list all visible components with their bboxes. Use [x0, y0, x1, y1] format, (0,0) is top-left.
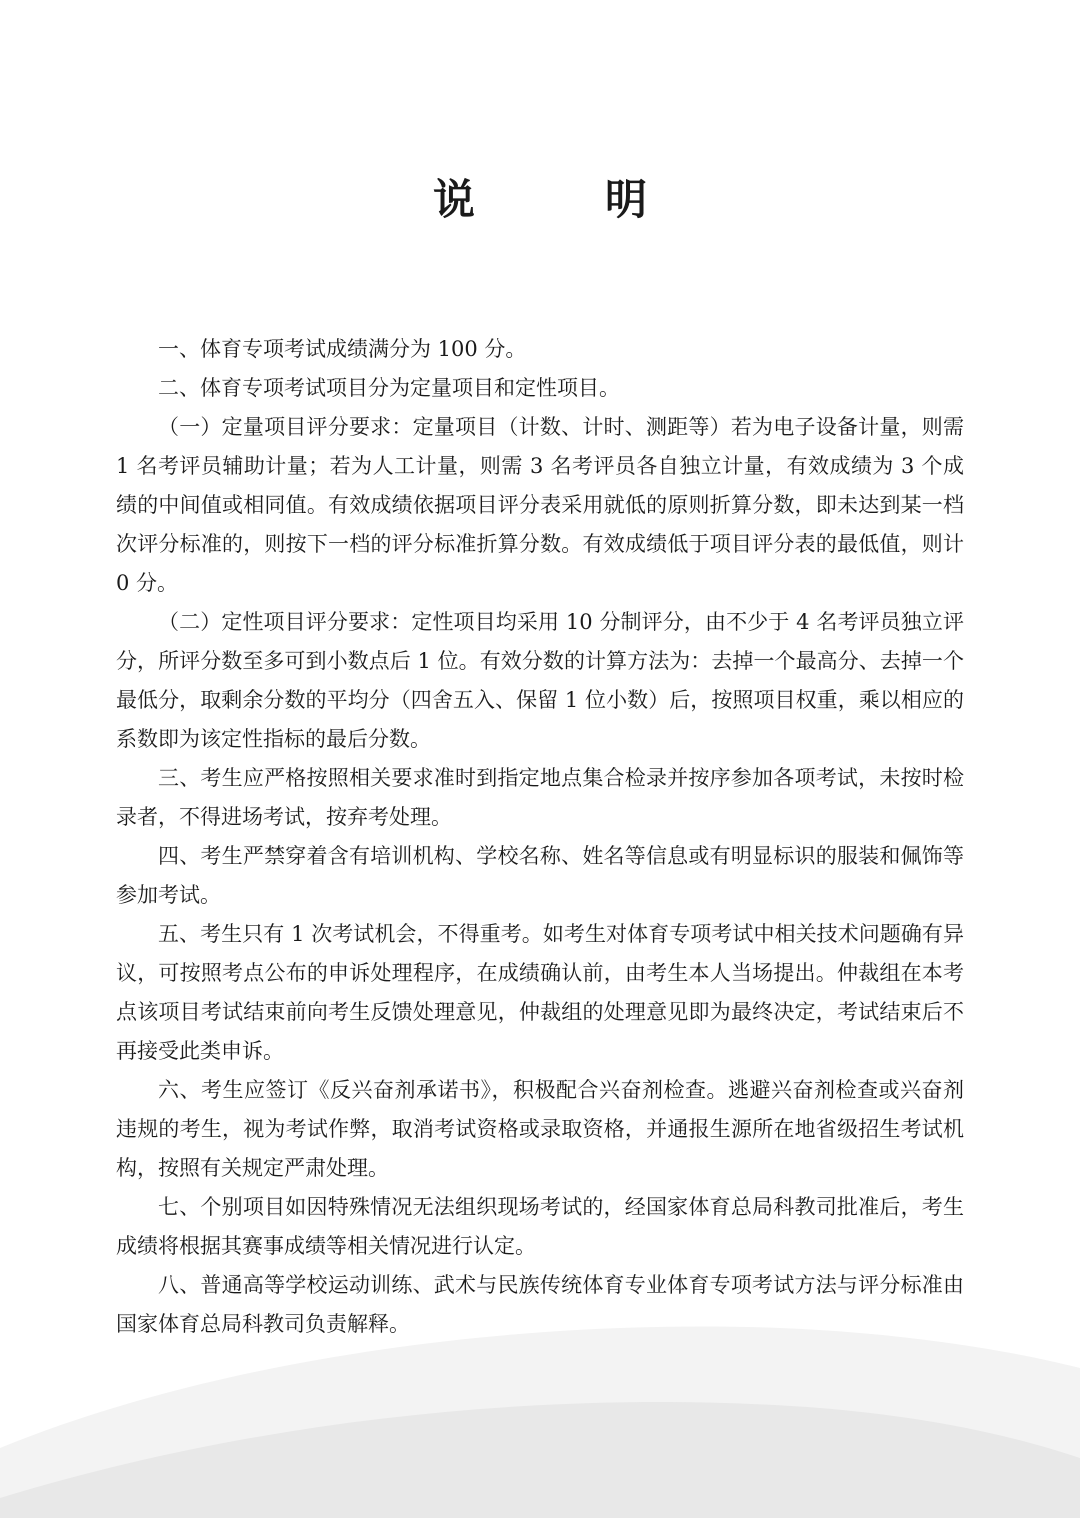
paragraph-8: 六、考生应签订《反兴奋剂承诺书》，积极配合兴奋剂检查。逃避兴奋剂检查或兴奋剂违规的考生，视为考试作弊，取消考试资格或录取资格，并通报生源所在地省级招生考试机构，按照有关规定严肃处理。	[116, 1078, 964, 1180]
paragraph-6: 四、考生严禁穿着含有培训机构、学校名称、姓名等信息或有明显标识的服装和佩饰等参加考试。	[116, 844, 964, 907]
paragraph-5: 三、考生应严格按照相关要求准时到指定地点集合检录并按序参加各项考试，未按时检录者，不得进场考试，按弃考处理。	[116, 766, 964, 829]
decorative-bottom-wave	[0, 1298, 1080, 1518]
paragraph-3: （一）定量项目评分要求：定量项目（计数、计时、测距等）若为电子设备计量，则需 1 名考评员辅助计量；若为人工计量，则需 3 名考评员各自独立计量，有效成绩为 3 个成绩的中间值或相同值。有效成绩依据项目评分表采用就低的原则折算分数，即未达到某一档次评分标准的，则按下一档的评分标准折算分数。有效成绩低于项目评分表的最低值，则计 0 分。	[116, 415, 964, 595]
paragraph-1: 一、体育专项考试成绩满分为 100 分。	[158, 337, 527, 361]
paragraph-7: 五、考生只有 1 次考试机会，不得重考。如考生对体育专项考试中相关技术问题确有异议，可按照考点公布的申诉处理程序，在成绩确认前，由考生本人当场提出。仲裁组在本考点该项目考试结束前向考生反馈处理意见，仲裁组的处理意见即为最终决定，考试结束后不再接受此类申诉。	[116, 922, 964, 1063]
document-body	[116, 330, 964, 1344]
paragraph-9: 七、个别项目如因特殊情况无法组织现场考试的，经国家体育总局科教司批准后，考生成绩将根据其赛事成绩等相关情况进行认定。	[116, 1195, 964, 1258]
paragraph-10: 八、普通高等学校运动训练、武术与民族传统体育专业体育专项考试方法与评分标准由国家体育总局科教司负责解释。	[116, 1273, 964, 1336]
page-title: 说 明	[432, 175, 691, 224]
paragraph-4: （二）定性项目评分要求：定性项目均采用 10 分制评分，由不少于 4 名考评员独立评分，所评分数至多可到小数点后 1 位。有效分数的计算方法为：去掉一个最高分、去掉一个最低分，取剩余分数的平均分（四舍五入、保留 1 位小数）后，按照项目权重，乘以相应的系数即为该定性指标的最后分数。	[116, 610, 964, 751]
paragraph-2: 二、体育专项考试项目分为定量项目和定性项目。	[158, 376, 620, 400]
